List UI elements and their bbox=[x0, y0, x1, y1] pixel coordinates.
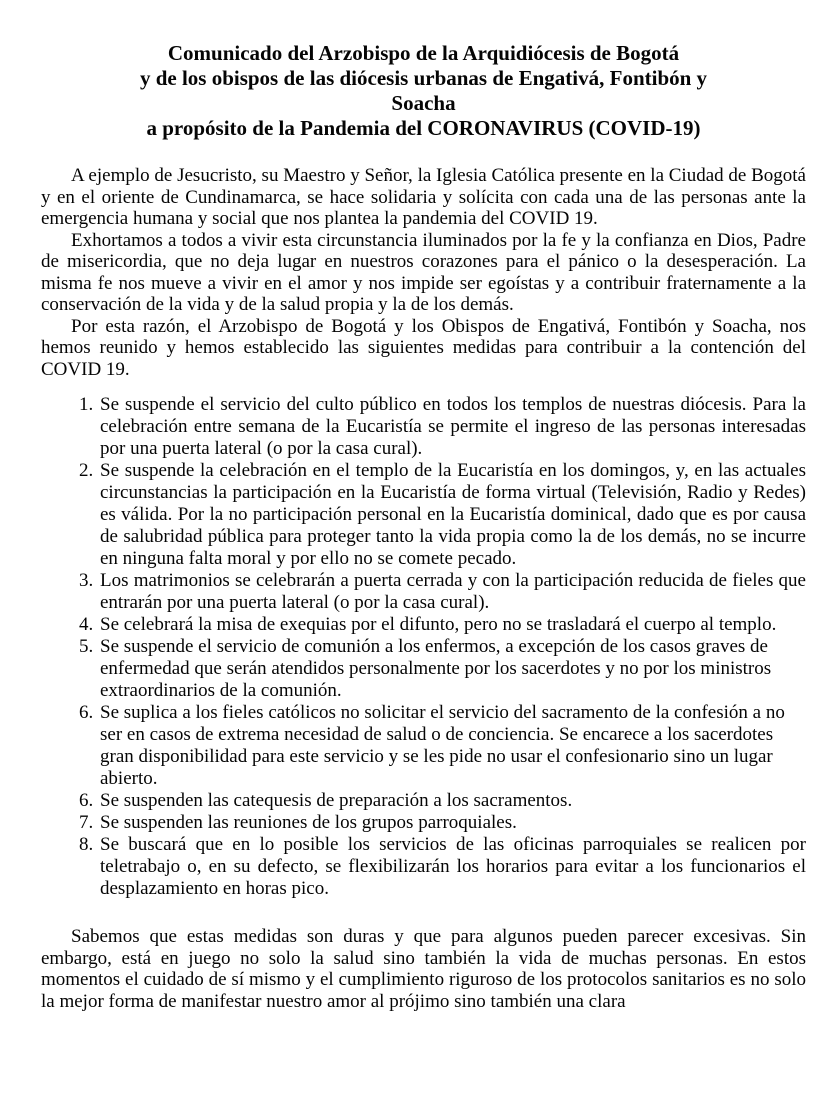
measure-item-7 bbox=[41, 812, 806, 834]
measure-text: Se suspende el servicio de comunión a los enfermos, a excepción de los casos graves de enfermedad que serán atendidos personalmente por los sacerdotes y no por los ministros extraordinarios de la comunión. bbox=[100, 636, 772, 701]
measure-item-6b bbox=[41, 790, 806, 812]
paragraph-measures-intro: Por esta razón, el Arzobispo de Bogotá y los Obispos de Engativá, Fontibón y Soacha, nos hemos reunido y hemos establecido las siguientes medidas para contribuir a la contención del COVID 19. bbox=[41, 315, 806, 380]
measure-text: Se suspenden las catequesis de preparación a los sacramentos. bbox=[100, 790, 573, 811]
measure-item-3 bbox=[41, 570, 806, 614]
document-body bbox=[41, 165, 806, 1012]
measure-number: 5. bbox=[79, 636, 94, 657]
measure-text: Se suplica a los fieles católicos no solicitar el servicio del sacramento de la confesión a no ser en casos de extrema necesidad de salud o de conciencia. Se encarece a los sacerdotes gran disponibilidad para este servicio y se les pide no usar el confesionario sino un lugar abierto. bbox=[100, 702, 785, 789]
paragraph-closing: Sabemos que estas medidas son duras y que para algunos pueden parecer excesivas. Sin embargo, está en juego no solo la salud sino también la vida de muchas personas. En estos momentos el cuidado de sí mismo y el cumplimiento riguroso de los protocolos sanitarios es no solo la mejor forma de manifestar nuestro amor al prójimo sino también una clara bbox=[41, 926, 806, 1012]
paragraph-intro: A ejemplo de Jesucristo, su Maestro y Señor, la Iglesia Católica presente en la Ciudad de Bogotá y en el oriente de Cundinamarca, se hace solidaria y solícita con cada una de las personas ante la emergencia humana y social que nos plantea la pandemia del COVID 19. bbox=[41, 165, 806, 229]
title-line-2: y de los obispos de las diócesis urbanas de Engativá, Fontibón y bbox=[139, 66, 708, 90]
measure-number: 8. bbox=[79, 834, 94, 855]
measure-text: Se celebrará la misa de exequias por el difunto, pero no se trasladará el cuerpo al templo. bbox=[100, 614, 777, 635]
measure-number: 4. bbox=[79, 614, 94, 635]
measure-number: 6. bbox=[79, 702, 94, 723]
measure-item-8 bbox=[41, 834, 806, 900]
measure-item-2 bbox=[41, 460, 806, 570]
measure-number: 1. bbox=[79, 394, 94, 415]
measure-number: 3. bbox=[79, 570, 94, 591]
measure-text: Se suspende el servicio del culto público en todos los templos de nuestras diócesis. Para la celebración entre semana de la Eucaristía se permite el ingreso de las personas interesadas por una puerta lateral (o por la casa cural). bbox=[100, 394, 806, 459]
measure-text: Los matrimonios se celebrarán a puerta cerrada y con la participación reducida de fieles que entrarán por una puerta lateral (o por la casa cural). bbox=[100, 570, 806, 613]
measure-number: 6. bbox=[79, 790, 94, 811]
measure-text: Se suspenden las reuniones de los grupos parroquiales. bbox=[100, 812, 517, 833]
measure-item-6 bbox=[41, 702, 806, 790]
measure-number: 7. bbox=[79, 812, 94, 833]
title-line-3: Soacha bbox=[391, 91, 456, 115]
measure-text: Se suspende la celebración en el templo de la Eucaristía en los domingos, y, en las actuales circunstancias la participación en la Eucaristía de forma virtual (Televisión, Radio y Redes) es válida. Por la no participación personal en la Eucaristía dominical, dado que es por causa de salubridad pública para proteger tanto la vida propia como la de los demás, no se incurre en ninguna falta moral y por ello no se comete pecado. bbox=[100, 460, 806, 569]
measure-text: Se buscará que en lo posible los servicios de las oficinas parroquiales se realicen por teletrabajo o, en su defecto, se flexibilizarán los horarios para evitar a los funcionarios el desplazamiento en horas pico. bbox=[100, 834, 806, 899]
measures-list bbox=[41, 394, 806, 900]
paragraph-exhortation: Exhortamos a todos a vivir esta circunstancia iluminados por la fe y la confianza en Dios, Padre de misericordia, que no deja lugar en nuestros corazones para el pánico o la desesperación. La misma fe nos mueve a vivir en el amor y nos impide ser egoístas y a contribuir fraternamente a la conservación de la vida y de la salud propia y la de los demás. bbox=[41, 229, 806, 315]
document-title bbox=[41, 41, 806, 141]
title-line-4: a propósito de la Pandemia del CORONAVIRUS (COVID-19) bbox=[146, 116, 701, 140]
measure-item-1 bbox=[41, 394, 806, 460]
title-line-1: Comunicado del Arzobispo de la Arquidiócesis de Bogotá bbox=[167, 41, 680, 65]
measure-item-5 bbox=[41, 636, 806, 702]
measure-item-4 bbox=[41, 614, 806, 636]
measure-number: 2. bbox=[79, 460, 94, 481]
